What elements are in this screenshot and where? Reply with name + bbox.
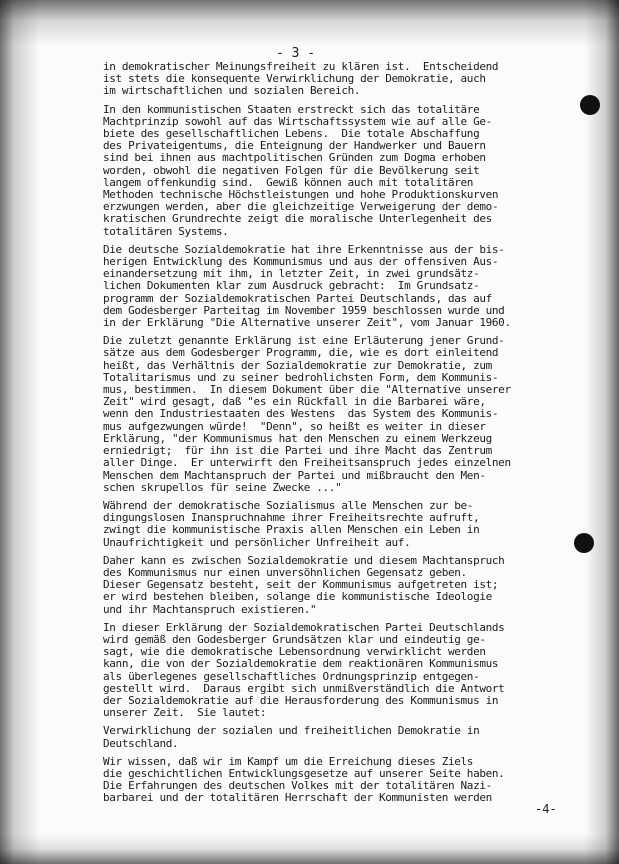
text-line: Totalitarismus und zu seiner bedrohlichsten Form, dem Kommunis- bbox=[103, 370, 499, 384]
text-line: aller Dinge. Er unterwirft den Freiheitsanspruch jedes einzelnen bbox=[103, 456, 511, 470]
text-line: lichen Dokumenten klar zum Ausdruck gebracht: Im Grundsatz- bbox=[103, 279, 480, 293]
text-line: Dieser Gegensatz besteht, seit der Kommunismus aufgetreten ist; bbox=[103, 578, 499, 592]
text-line: des Privateigentums, die Enteignung der Handwerker und Bauern bbox=[103, 139, 486, 153]
text-line: In den kommunistischen Staaten erstreckt sich das totalitäre bbox=[103, 102, 480, 116]
text-line: unserer Zeit. Sie lautet: bbox=[103, 706, 267, 720]
text-line: erzwungen werden, aber die gleichzeitige Verweigerung der demo- bbox=[103, 200, 499, 214]
scan-edge-bottom bbox=[0, 834, 619, 864]
text-line: einandersetzung mit ihm, in letzter Zeit, in zwei grundsätz- bbox=[103, 267, 480, 281]
text-line: worden, obwohl die negativen Folgen für die Bevölkerung seit bbox=[103, 163, 480, 177]
text-line: Daher kann es zwischen Sozialdemokratie und diesem Machtanspruch bbox=[103, 553, 505, 567]
text-line: Methoden technische Höchstleistungen und hohe Produktionskurven bbox=[103, 188, 499, 202]
text-line: Während der demokratische Sozialismus alle Menschen zur be- bbox=[103, 498, 474, 512]
text-line: Die zuletzt genannte Erklärung ist eine Erläuterung jener Grund- bbox=[103, 334, 505, 348]
text-line: langem offenkundig sind. Gewiß können auch mit totalitären bbox=[103, 175, 474, 189]
text-line: herigen Entwicklung des Kommunismus und aus der offensiven Aus- bbox=[103, 255, 499, 269]
page-number: - 3 - bbox=[276, 46, 316, 61]
paragraph bbox=[103, 244, 573, 329]
text-line: programm der Sozialdemokratischen Partei Deutschlands, das auf bbox=[103, 291, 492, 305]
text-line: Menschen dem Machtanspruch der Partei und mißbraucht den Men- bbox=[103, 468, 486, 482]
scan-edge-right bbox=[585, 0, 619, 864]
text-line: ist stets die konsequente Verwirklichung der Demokratie, auch bbox=[103, 72, 486, 86]
punch-hole-top bbox=[580, 95, 600, 115]
text-line: er wird bestehen bleiben, solange die kommunistische Ideologie bbox=[103, 590, 492, 604]
text-line: der Sozialdemokratie auf die Herausforderung des Kommunismus in bbox=[103, 693, 499, 707]
punch-hole-bottom bbox=[574, 533, 594, 553]
text-line: im wirtschaftlichen und sozialen Bereich. bbox=[103, 84, 361, 98]
text-line: sätze aus dem Godesberger Programm, die, wie es dort einleitend bbox=[103, 346, 499, 360]
text-line: des Kommunismus nur einen unversöhnlichen Gegensatz geben. bbox=[103, 565, 467, 579]
paragraph bbox=[103, 756, 573, 805]
text-line: dem Godesberger Parteitag im November 1959 beschlossen wurde und bbox=[103, 303, 505, 317]
text-line: Die Erfahrungen des deutschen Volkes mit der totalitären Nazi- bbox=[103, 779, 492, 793]
text-line: die geschichtlichen Entwicklungsgesetze auf unserer Seite haben. bbox=[103, 766, 505, 780]
text-line: barbarei und der totalitären Herrschaft der Kommunisten werden bbox=[103, 791, 492, 805]
text-line: Verwirklichung der sozialen und freiheitlichen Demokratie in bbox=[103, 724, 480, 738]
text-line: Unaufrichtigkeit und persönlicher Unfreiheit auf. bbox=[103, 535, 411, 549]
text-line: totalitären Systems. bbox=[103, 224, 229, 238]
text-line: sind bei ihnen aus machtpolitischen Gründen zum Dogma erhoben bbox=[103, 151, 486, 165]
scan-edge-top bbox=[0, 0, 619, 46]
text-line: zwingt die kommunistische Praxis allen Menschen ein Leben in bbox=[103, 523, 480, 537]
paragraph bbox=[103, 335, 573, 494]
text-line: wird gemäß den Godesberger Grundsätzen klar und eindeutig ge- bbox=[103, 632, 486, 646]
text-line: sagt, wie die demokratische Lebensordnung verwirklicht werden bbox=[103, 645, 486, 659]
text-line: In dieser Erklärung der Sozialdemokratischen Partei Deutschlands bbox=[103, 620, 505, 634]
text-line: als überlegenes gesellschaftliches Ordnungsprinzip entgegen- bbox=[103, 669, 480, 683]
paragraph bbox=[103, 622, 573, 720]
scan-edge-left bbox=[0, 0, 40, 864]
text-line: mus aufgezwungen würde! "Denn", so heißt es weiter in dieser bbox=[103, 419, 486, 433]
text-line: Erklärung, "der Kommunismus hat den Menschen zu einem Werkzeug bbox=[103, 431, 492, 445]
text-line: in der Erklärung "Die Alternative unserer Zeit", vom Januar 1960. bbox=[103, 316, 511, 330]
continuation-marker: -4- bbox=[535, 802, 557, 816]
text-line: und ihr Machtanspruch existieren." bbox=[103, 602, 317, 616]
text-line: kann, die von der Sozialdemokratie dem reaktionären Kommunismus bbox=[103, 657, 499, 671]
paragraph bbox=[103, 61, 573, 98]
paragraph bbox=[103, 500, 573, 549]
text-line: heißt, das Verhältnis der Sozialdemokratie zur Demokratie, zum bbox=[103, 358, 492, 372]
text-line: kratischen Grundrechte zeigt die moralische Unterlegenheit des bbox=[103, 212, 492, 226]
text-line: Wir wissen, daß wir im Kampf um die Erreichung dieses Ziels bbox=[103, 754, 474, 768]
paragraph bbox=[103, 555, 573, 616]
text-line: Zeit" wird gesagt, daß "es ein Rückfall in die Barbarei wäre, bbox=[103, 395, 486, 409]
text-line: gestellt wird. Daraus ergibt sich unmißverständlich die Antwort bbox=[103, 681, 505, 695]
text-line: schen skrupellos für seine Zwecke ..." bbox=[103, 480, 342, 494]
paragraph bbox=[103, 104, 573, 238]
text-line: erniedrigt; für ihn ist die Partei und ihre Macht das Zentrum bbox=[103, 444, 492, 458]
text-line: Die deutsche Sozialdemokratie hat ihre Erkenntnisse aus der bis- bbox=[103, 242, 505, 256]
text-line: mus, bestimmen. In diesem Dokument über die "Alternative unserer bbox=[103, 383, 511, 397]
text-line: Machtprinzip sowohl auf das Wirtschaftssystem wie auf alle Ge- bbox=[103, 114, 492, 128]
text-line: dingungslosen Inanspruchnahme ihrer Freiheitsrechte aufruft, bbox=[103, 511, 480, 525]
text-line: in demokratischer Meinungsfreiheit zu klären ist. Entscheidend bbox=[103, 60, 499, 73]
paragraph bbox=[103, 725, 573, 749]
text-line: Deutschland. bbox=[103, 736, 179, 750]
document-body bbox=[103, 47, 573, 811]
text-line: biete des gesellschaftlichen Lebens. Die totale Abschaffung bbox=[103, 127, 480, 141]
text-line: wenn den Industriestaaten des Westens das System des Kommunis- bbox=[103, 407, 499, 421]
